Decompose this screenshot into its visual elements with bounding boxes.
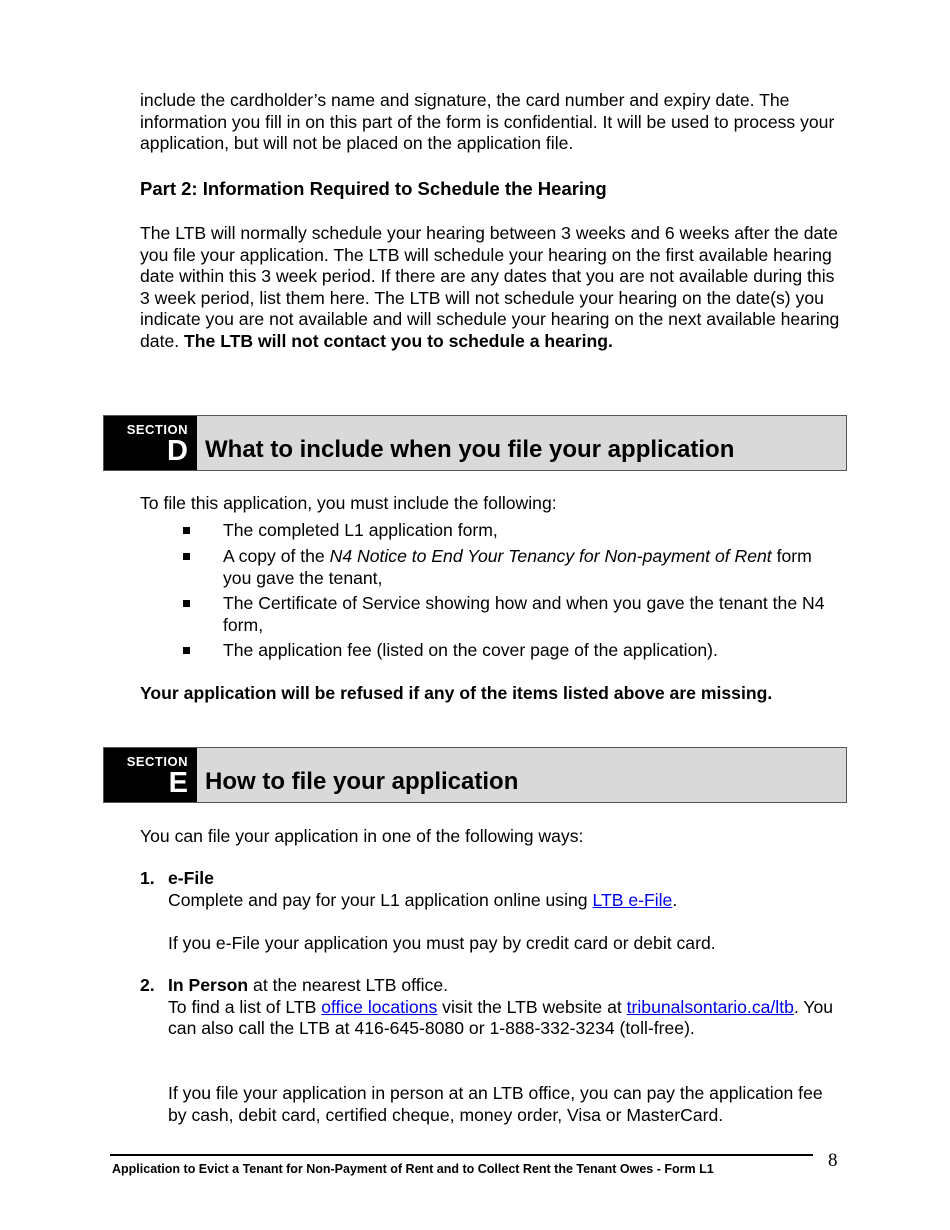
section-e-title: How to file your application — [205, 768, 519, 795]
intro-paragraph: include the cardholder’s name and signature, the card number and expiry date. The information you fill in on this part of the form is confidential. It will be used to process your application, but will not be placed on the application file. — [140, 90, 835, 153]
footer-divider — [110, 1154, 813, 1156]
in-person-note: If you file your application in person at an LTB office, you can pay the application fee by cash, debit card, certified cheque, money order, Visa or MasterCard. — [168, 1083, 823, 1125]
efile-note: If you e-File your application you must pay by credit card or debit card. — [168, 933, 716, 953]
section-d-warning: Your application will be refused if any of the items listed above are missing. — [140, 683, 773, 703]
bullet-icon — [183, 527, 190, 534]
section-e-label — [104, 748, 197, 802]
footer-title: Application to Evict a Tenant for Non-Payment of Rent and to Collect Rent the Tenant Owes - Form L1 — [112, 1162, 714, 1176]
bullet-icon — [183, 647, 190, 654]
section-e-intro: You can file your application in one of the following ways: — [140, 826, 584, 846]
part2-body: The LTB will normally schedule your hearing between 3 weeks and 6 weeks after the date you file your application. The LTB will schedule your hearing on the first available hearing date within this 3 week period. If there are any dates that you are not available during this 3 week period, list them here. The LTB will not schedule your hearing on the date(s) you indicate you are not available and will schedule your hearing on the next available hearing date. — [140, 223, 840, 351]
tribunals-website-link[interactable]: tribunalsontario.ca/ltb — [626, 996, 794, 1017]
method-number: 2. — [140, 975, 155, 995]
section-d-label — [104, 416, 197, 470]
method-title: In Person — [168, 975, 249, 995]
office-locations-link[interactable]: office locations — [321, 996, 438, 1017]
method-number: 1. — [140, 868, 155, 888]
method-in-person: 2. In Person at the nearest LTB office. To find a list of LTB office locations visit the LTB website at tribunalsontario.ca/ltb. You can also call the LTB at 416-645-8080 or 1-888-332-3234 (toll-free). — [140, 975, 834, 1038]
section-letter: E — [168, 767, 188, 799]
bullet-icon — [183, 600, 190, 607]
part2-paragraph — [140, 223, 840, 352]
section-letter: D — [167, 435, 188, 467]
method-title: e-File — [168, 868, 214, 888]
bullet-icon — [183, 553, 190, 560]
list-item: The application fee (listed on the cover page of the application). — [183, 640, 843, 662]
page-number: 8 — [828, 1150, 838, 1171]
section-e-header — [103, 747, 847, 803]
section-d-header — [103, 415, 847, 471]
list-item: A copy of the N4 Notice to End Your Tenancy for Non-payment of Rent form you gave the tenant, — [183, 546, 843, 589]
part2-heading: Part 2: Information Required to Schedule the Hearing — [140, 178, 607, 199]
section-d-title: What to include when you file your application — [205, 436, 735, 463]
list-item: The Certificate of Service showing how and when you gave the tenant the N4 form, — [183, 593, 843, 636]
method-efile: 1. e-File Complete and pay for your L1 application online using LTB e-File. — [140, 868, 678, 910]
list-item: The completed L1 application form, — [183, 520, 843, 542]
section-word: SECTION — [126, 754, 188, 769]
section-word: SECTION — [126, 422, 188, 437]
section-d-intro: To file this application, you must include the following: — [140, 493, 557, 513]
part2-body-bold: The LTB will not contact you to schedule a hearing. — [184, 330, 613, 351]
ltb-efile-link[interactable]: LTB e-File — [592, 889, 673, 910]
